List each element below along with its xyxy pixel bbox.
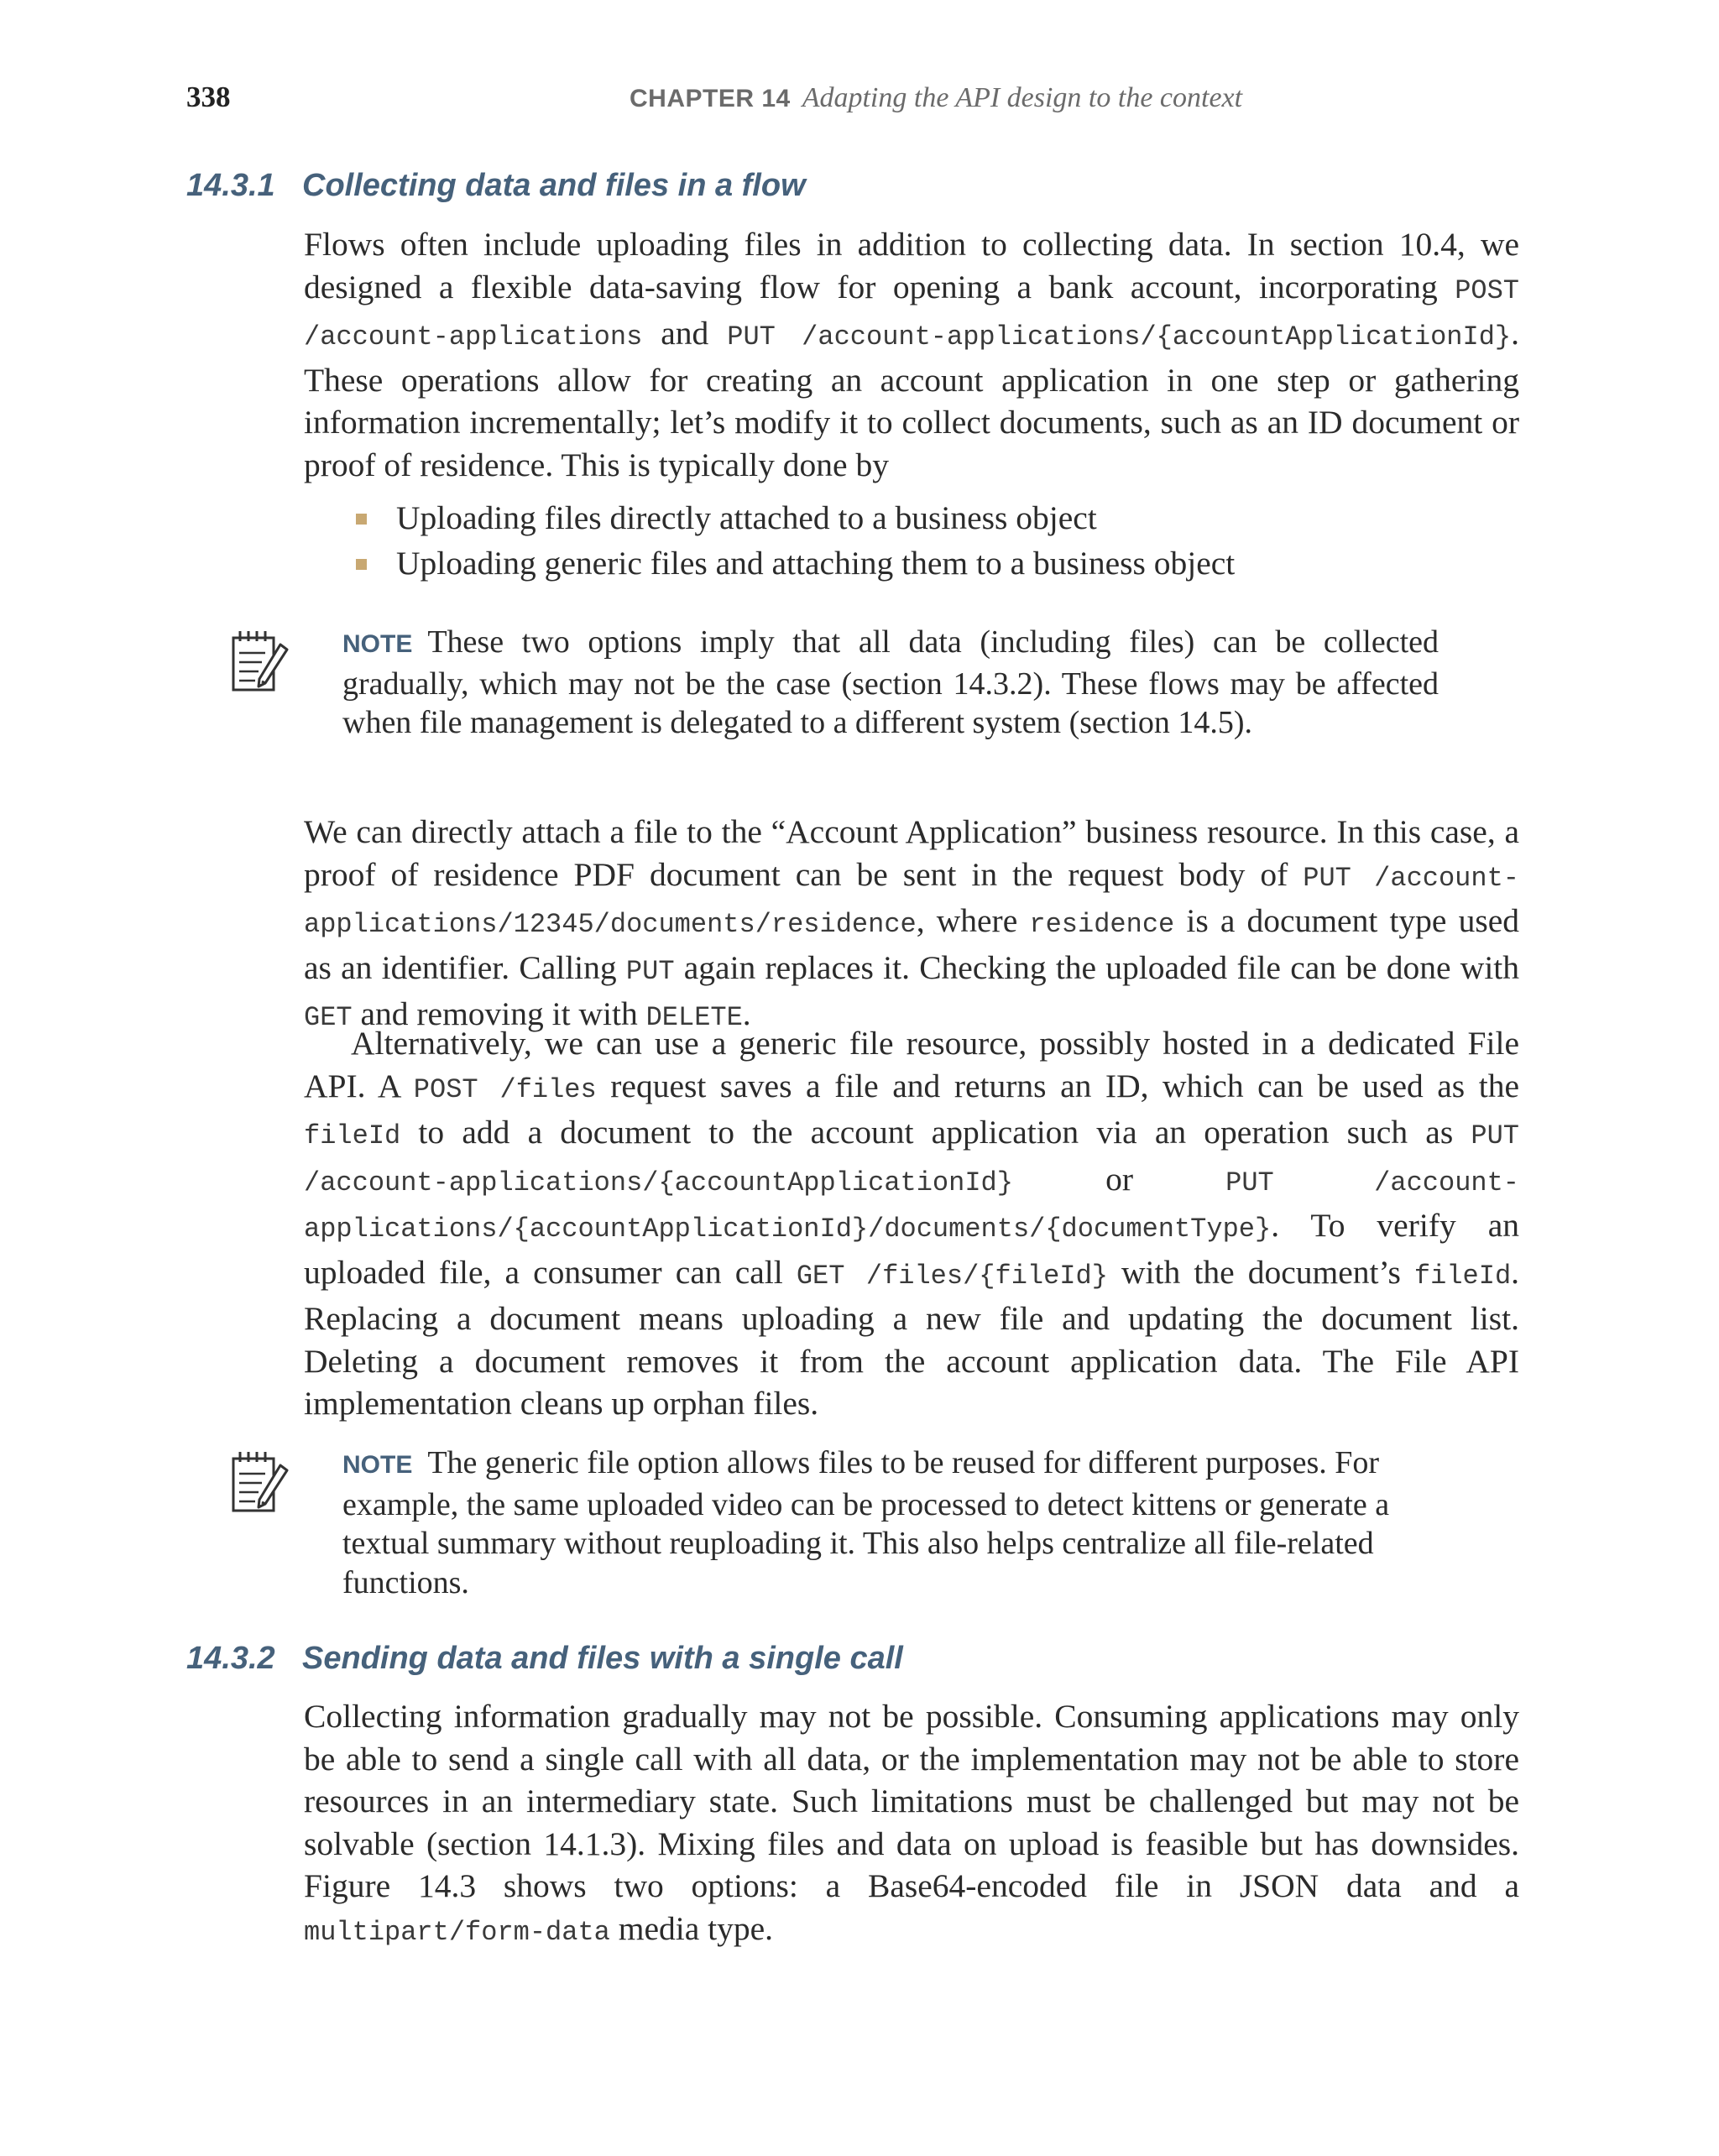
text: is a document type used as an identifier. Calling (304, 902, 1519, 986)
text: with the document’s (1107, 1253, 1414, 1291)
inline-code: GET /files/{fileId} (796, 1260, 1108, 1292)
inline-code: PUT /account-applications/12345/documents/residence (304, 862, 1519, 940)
text: . These operations allow for creating an account application in one step or gathering information incrementally; let’s modify it to collect documents, such as an ID document or proof of residence. This is typically done by (304, 315, 1519, 483)
text: media type. (609, 1909, 774, 1947)
inline-code: POST /account-applications (304, 274, 1519, 352)
bullet-marker (356, 514, 367, 525)
inline-code: residence (1029, 909, 1175, 940)
note-text: These two options imply that all data (including files) can be collected gradually, which may not be the case (section 14.3.2). These flows may be affected when file management is delegated to a different system (section 14.5). (342, 624, 1439, 740)
note-pad-icon (228, 628, 290, 695)
note-pad-icon (228, 1449, 290, 1516)
inline-code: multipart/form-data (304, 1916, 610, 1948)
note-text: The generic file option allows files to be reused for different purposes. For example, the same uploaded video can be processed to detect kittens or generate a textual summary without reuploading it. This also helps centralize all file-related functions. (342, 1445, 1390, 1600)
text: . To verify an uploaded file, a consumer can call (304, 1207, 1519, 1291)
text: or (1012, 1160, 1226, 1198)
running-head (630, 82, 1242, 114)
inline-code: POST /files (413, 1073, 597, 1105)
page-number: 338 (186, 81, 231, 113)
section-title: Sending data and files with a single call (302, 1641, 903, 1676)
paragraph (304, 1695, 1519, 1954)
list-item (353, 495, 1235, 540)
inline-code: PUT (625, 955, 675, 987)
inline-code: PUT /account-applications/{accountApplicationId} (304, 1120, 1519, 1198)
chapter-title: Adapting the API design to the context (802, 82, 1243, 113)
paragraph (304, 223, 1519, 486)
text: to add a document to the account application via an operation such as (400, 1114, 1471, 1151)
section-title: Collecting data and files in a flow (302, 168, 806, 203)
list-item-text: Uploading files directly attached to a business object (396, 499, 1097, 536)
note-callout (342, 1443, 1439, 1602)
note-callout (342, 623, 1439, 743)
text: . (742, 995, 751, 1032)
text: We can directly attach a file to the “Account Application” business resource. In this case, a proof of residence PDF document can be sent in the request body of (304, 813, 1519, 893)
text: again replaces it. Checking the uploaded file can be done with (674, 948, 1520, 986)
inline-code: PUT /account-applications/{accountApplicationId}/documents/{documentType} (304, 1167, 1520, 1245)
section-heading-14-3-1 (186, 168, 806, 204)
section-number: 14.3.1 (186, 168, 275, 203)
inline-code: fileId (304, 1120, 401, 1151)
text: request saves a file and returns an ID, which can be used as the (596, 1067, 1519, 1104)
paragraph (304, 811, 1519, 1040)
inline-code: GET (304, 1002, 353, 1033)
section-number: 14.3.2 (186, 1641, 275, 1676)
list-item-text: Uploading generic files and attaching them to a business object (396, 545, 1236, 582)
bullet-marker (356, 559, 367, 570)
text: and removing it with (352, 995, 646, 1032)
text: , where (916, 902, 1030, 939)
inline-code: fileId (1413, 1260, 1512, 1292)
text: . Replacing a document means uploading a new file and updating the document list. Deleting a document removes it from the account application data. The File API implementation cleans up orphan files. (304, 1253, 1520, 1422)
list-item (353, 540, 1235, 586)
inline-code: DELETE (645, 1002, 743, 1033)
text: and (642, 315, 728, 352)
text: Collecting information gradually may not be possible. Consuming applications may only be able to send a single call with all data, or the implementation may not be able to store resources in an intermediary state. Such limitations must be challenged but may not be solvable (section 14.1.3). Mixing files and data on upload is feasible but has downsides. Figure 14.3 shows two options: a Base64-encoded file in JSON data and a (304, 1698, 1519, 1904)
text: Alternatively, we can use a generic file resource, possibly hosted in a dedicated File API. A (304, 1025, 1519, 1104)
bullet-list (353, 495, 1235, 586)
text: Flows often include uploading files in addition to collecting data. In section 10.4, we designed a flexible data-saving flow for opening a bank account, incorporating (304, 226, 1519, 305)
chapter-label: CHAPTER 14 (630, 85, 791, 112)
paragraph (304, 1022, 1519, 1425)
note-label: NOTE (342, 1451, 413, 1479)
note-label: NOTE (342, 630, 413, 658)
section-heading-14-3-2 (186, 1641, 903, 1677)
inline-code: PUT /account-applications/{accountApplicationId} (727, 321, 1512, 352)
